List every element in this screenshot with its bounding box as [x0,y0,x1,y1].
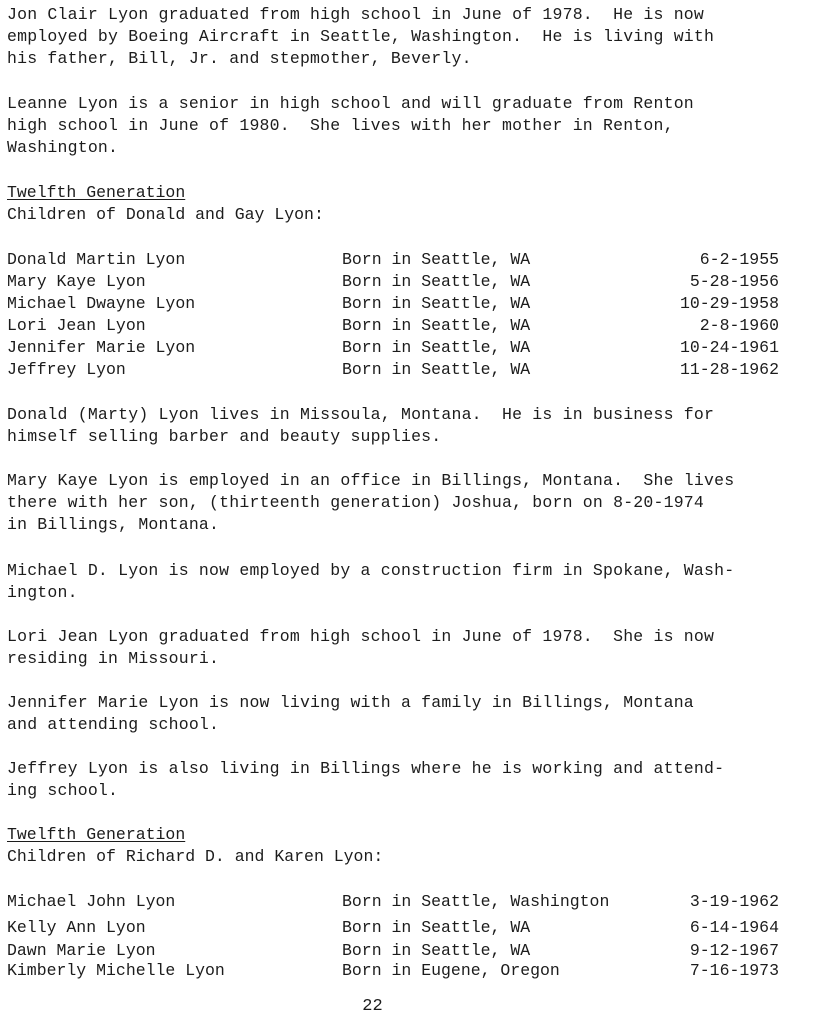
child-name: Kelly Ann Lyon [7,918,146,937]
paragraph-line: employed by Boeing Aircraft in Seattle, Washington. He is living with [7,27,715,46]
section-heading: Twelfth Generation [7,183,186,202]
child-name: Donald Martin Lyon [7,250,186,269]
section-subheading: Children of Richard D. and Karen Lyon: [7,847,384,866]
birth-place: Born in Seattle, WA [342,272,531,291]
birth-place: Born in Seattle, WA [342,338,531,357]
paragraph-line: Michael D. Lyon is now employed by a construction firm in Spokane, Wash- [7,561,735,580]
birth-date: 6-2-1955 [699,250,779,269]
section-heading: Twelfth Generation [7,825,186,844]
birth-place: Born in Seattle, WA [342,918,531,937]
birth-date: 6-14-1964 [689,918,779,937]
paragraph-line: ing school. [7,781,119,800]
table-row [0,315,815,337]
paragraph-line: Washington. [7,138,119,157]
paragraph-line: Jeffrey Lyon is also living in Billings where he is working and attend- [7,759,725,778]
paragraph-line: his father, Bill, Jr. and stepmother, Beverly. [7,49,472,68]
child-name: Mary Kaye Lyon [7,272,146,291]
birth-date: 5-28-1956 [689,272,779,291]
birth-date: 7-16-1973 [689,961,779,980]
paragraph-line: in Billings, Montana. [7,515,220,534]
paragraph-line: himself selling barber and beauty supplies. [7,427,442,446]
table-row [0,960,815,982]
paragraph-line: ington. [7,583,78,602]
birth-place: Born in Seattle, WA [342,294,531,313]
birth-place: Born in Seattle, WA [342,250,531,269]
birth-place: Born in Seattle, Washington [342,892,610,911]
paragraph-line: high school in June of 1980. She lives with her mother in Renton, [7,116,674,135]
birth-date: 11-28-1962 [679,360,779,379]
child-name: Dawn Marie Lyon [7,941,156,960]
birth-date: 9-12-1967 [689,941,779,960]
paragraph-line: Mary Kaye Lyon is employed in an office in Billings, Montana. She lives [7,471,735,490]
birth-date: 10-24-1961 [679,338,779,357]
table-row [0,249,815,271]
table-row [0,940,815,962]
birth-place: Born in Seattle, WA [342,360,531,379]
paragraph-line: Jon Clair Lyon graduated from high school in June of 1978. He is now [7,5,705,24]
paragraph-line: Jennifer Marie Lyon is now living with a family in Billings, Montana [7,693,694,712]
paragraph-line: and attending school. [7,715,220,734]
table-row [0,917,815,939]
birth-date: 2-8-1960 [699,316,779,335]
paragraph-line: Donald (Marty) Lyon lives in Missoula, Montana. He is in business for [7,405,715,424]
birth-place: Born in Seattle, WA [342,941,531,960]
section-subheading: Children of Donald and Gay Lyon: [7,205,324,224]
child-name: Michael Dwayne Lyon [7,294,196,313]
child-name: Michael John Lyon [7,892,176,911]
birth-date: 10-29-1958 [679,294,779,313]
birth-date: 3-19-1962 [689,892,779,911]
birth-place: Born in Seattle, WA [342,316,531,335]
paragraph-line: Leanne Lyon is a senior in high school and will graduate from Renton [7,94,694,113]
paragraph-line: residing in Missouri. [7,649,220,668]
paragraph-line: there with her son, (thirteenth generation) Joshua, born on 8-20-1974 [7,493,705,512]
table-row [0,293,815,315]
table-row [0,337,815,359]
table-row [0,359,815,381]
child-name: Kimberly Michelle Lyon [7,961,225,980]
child-name: Jennifer Marie Lyon [7,338,196,357]
child-name: Lori Jean Lyon [7,316,146,335]
child-name: Jeffrey Lyon [7,360,126,379]
birth-place: Born in Eugene, Oregon [342,961,560,980]
page-number: 22 [362,997,383,1016]
paragraph-line: Lori Jean Lyon graduated from high school in June of 1978. She is now [7,627,715,646]
table-row [0,891,815,913]
table-row [0,271,815,293]
